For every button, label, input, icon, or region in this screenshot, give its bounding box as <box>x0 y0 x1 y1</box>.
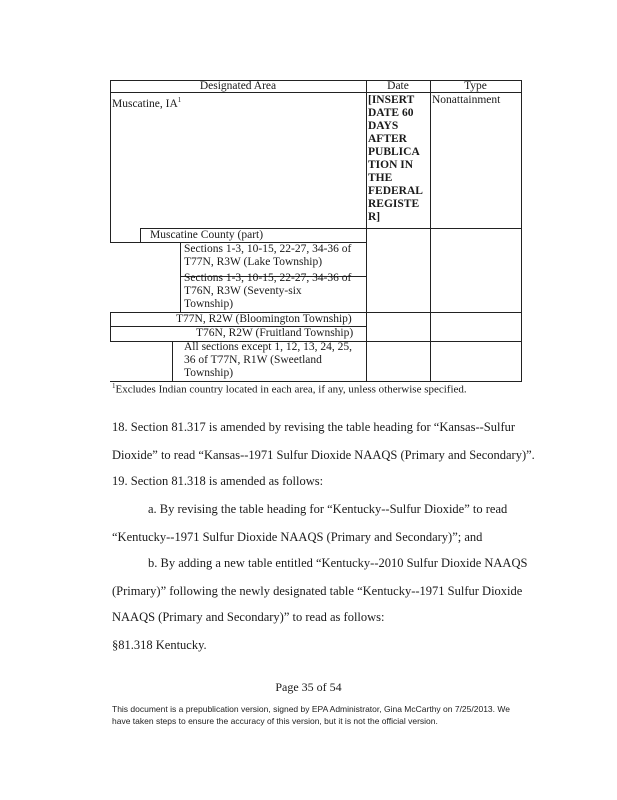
county-label: Muscatine County (part) <box>150 229 264 241</box>
subarea-fruitland-township: T76N, R2W (Fruitland Township) <box>196 327 354 339</box>
para-b-line1: b. By adding a new table entitled “Kentucky--2010 Sulfur Dioxide NAAQS <box>148 556 528 570</box>
section-heading: §81.318 Kentucky. <box>112 638 207 652</box>
subarea-bloomington-township: T77N, R2W (Bloomington Township) <box>176 313 352 325</box>
header-date: Date <box>387 80 409 92</box>
header-type: Type <box>464 80 487 92</box>
header-designated-area: Designated Area <box>199 80 277 92</box>
para-b-line3: NAAQS (Primary and Secondary)” to read as follows: <box>112 610 385 624</box>
para-a-line2: “Kentucky--1971 Sulfur Dioxide NAAQS (Primary and Secondary)”; and <box>112 530 483 544</box>
designation-table <box>110 80 522 382</box>
para-b-line2: (Primary)” following the newly designated table “Kentucky--1971 Sulfur Dioxide <box>112 584 523 598</box>
date-cell: [INSERT DATE 60 DAYS AFTER PUBLICA TION IN THE FEDERAL REGISTE R] <box>368 94 423 223</box>
subarea-seventy-six-township: Sections 1-3, 10-15, 22-27, 34-36 of T76N, R3W (Seventy-six Township) <box>184 272 352 310</box>
para-18-line2: Dioxide” to read “Kansas--1971 Sulfur Dioxide NAAQS (Primary and Secondary)”. <box>112 448 535 462</box>
subarea-lake-township: Sections 1-3, 10-15, 22-27, 34-36 of T77N, R3W (Lake Township) <box>184 243 352 268</box>
table-footnote: $^1$Excludes Indian country located in each area, if any, unless otherwise specified. <box>112 382 467 396</box>
para-19: 19. Section 81.318 is amended as follows: <box>112 474 324 488</box>
type-cell: Nonattainment <box>432 94 501 106</box>
page-number: Page 35 of 54 <box>275 680 342 694</box>
para-18-line1: 18. Section 81.317 is amended by revising the table heading for “Kansas--Sulfur <box>112 420 516 434</box>
prepublication-disclaimer: This document is a prepublication version, signed by EPA Administrator, Gina McCarthy on 7/25/2013. We have taken steps to ensure the accuracy of this version, but it is not the official version. <box>112 704 510 726</box>
area-muscatine: Muscatine, $IA^1$ <box>112 96 182 110</box>
subarea-sweetland-township: All sections except 1, 12, 13, 24, 25, 36 of T77N, R1W (Sweetland Township) <box>184 341 353 379</box>
para-a-line1: a. By revising the table heading for “Kentucky--Sulfur Dioxide” to read <box>148 502 508 516</box>
